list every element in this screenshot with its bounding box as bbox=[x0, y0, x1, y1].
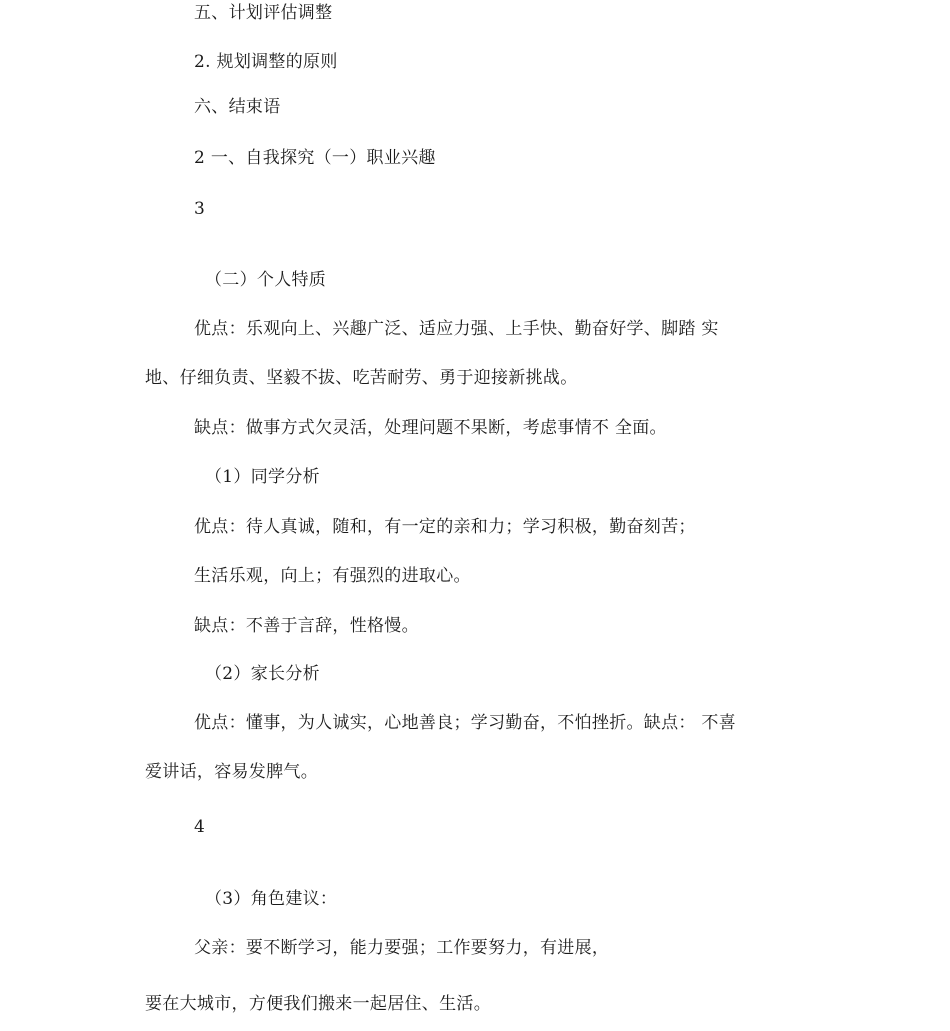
subheading-parent-analysis: （2）家长分析 bbox=[205, 664, 320, 684]
section-heading-conclusion: 六、结束语 bbox=[194, 97, 281, 117]
section-heading-plan-evaluation: 五、计划评估调整 bbox=[194, 3, 333, 23]
subheading-personal-traits: （二）个人特质 bbox=[205, 270, 327, 290]
section-heading-self-exploration: 2 一、自我探究（一）职业兴趣 bbox=[194, 148, 436, 168]
page-number: 4 bbox=[194, 817, 206, 837]
page-number: 3 bbox=[194, 199, 206, 219]
paragraph-parent-analysis-line-2: 爱讲话，容易发脾气。 bbox=[145, 762, 318, 782]
subheading-adjustment-principles: 2. 规划调整的原则 bbox=[194, 52, 338, 72]
paragraph-strengths-line-2: 地、仔细负责、坚毅不拔、吃苦耐劳、勇于迎接新挑战。 bbox=[145, 368, 578, 388]
paragraph-father-line-2: 要在大城市，方便我们搬来一起居住、生活。 bbox=[145, 994, 491, 1014]
paragraph-weaknesses: 缺点：做事方式欠灵活，处理问题不果断，考虑事情不 全面。 bbox=[194, 418, 667, 438]
paragraph-classmate-strengths-line-1: 优点：待人真诚，随和，有一定的亲和力；学习积极，勤奋刻苦； bbox=[194, 517, 696, 537]
paragraph-classmate-weaknesses: 缺点：不善于言辞，性格慢。 bbox=[194, 616, 419, 636]
paragraph-parent-analysis-line-1: 优点：懂事，为人诚实，心地善良；学习勤奋，不怕挫折。缺点： 不喜 bbox=[194, 713, 737, 733]
paragraph-strengths-line-1: 优点：乐观向上、兴趣广泛、适应力强、上手快、勤奋好学、脚踏 实 bbox=[194, 319, 719, 339]
subheading-role-suggestions: （3）角色建议： bbox=[205, 889, 338, 909]
paragraph-classmate-strengths-line-2: 生活乐观，向上；有强烈的进取心。 bbox=[194, 566, 471, 586]
paragraph-father-line-1: 父亲：要不断学习，能力要强；工作要努力，有进展， bbox=[194, 938, 610, 958]
subheading-classmate-analysis: （1）同学分析 bbox=[205, 467, 320, 487]
